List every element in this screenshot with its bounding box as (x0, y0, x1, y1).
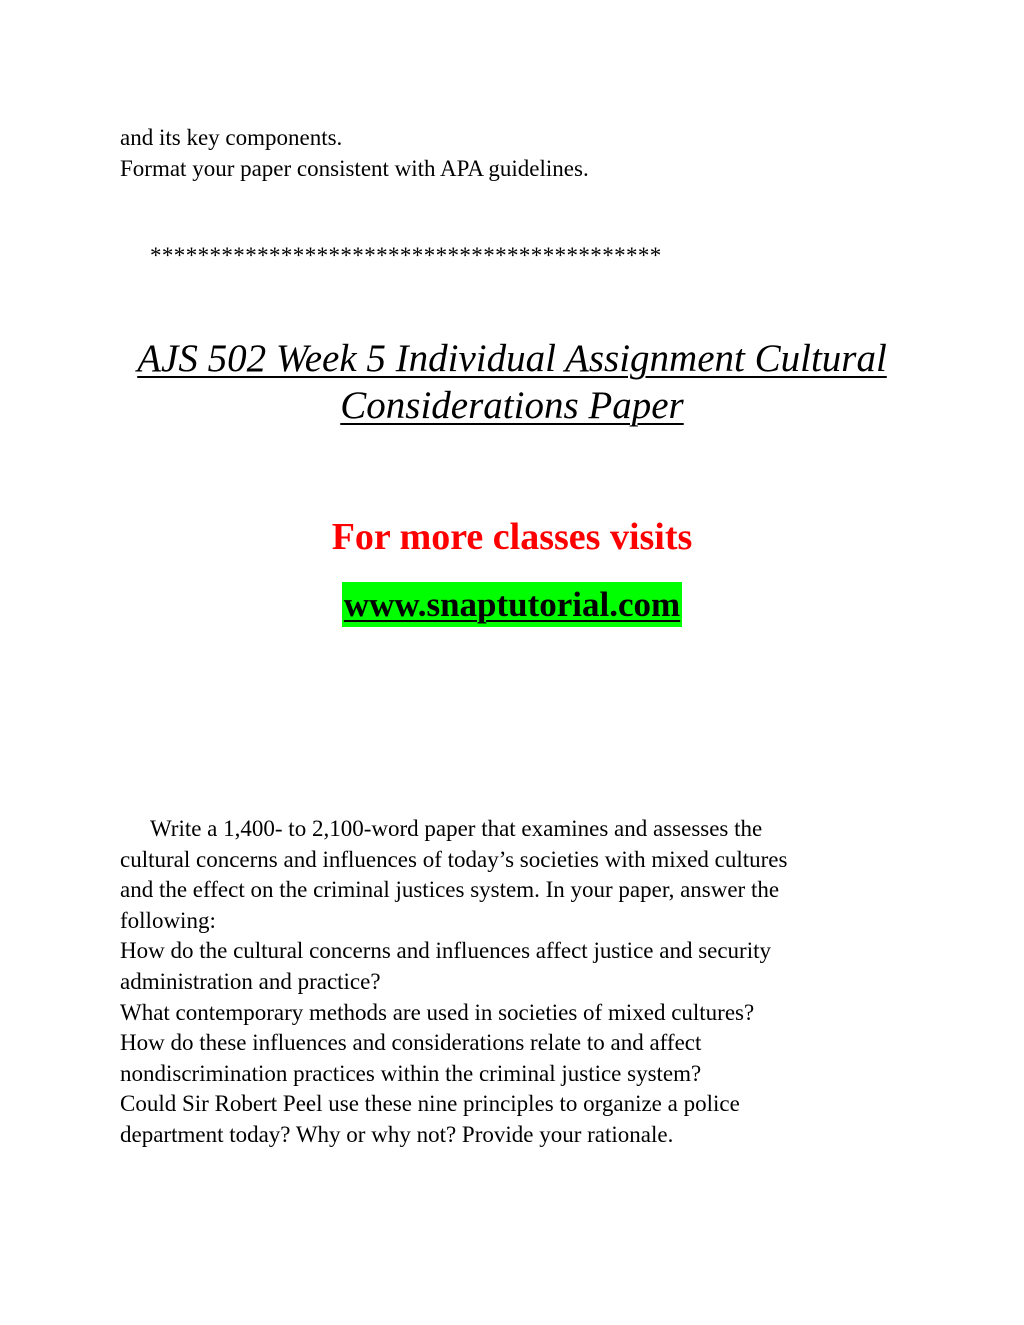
body-line: Could Sir Robert Peel use these nine principles to organize a police (120, 1091, 740, 1117)
intro-line: Format your paper consistent with APA guidelines. (120, 156, 589, 181)
assignment-description (120, 814, 920, 1151)
asterisk-divider: ******************************************* (150, 243, 662, 268)
body-line: and the effect on the criminal justices system. In your paper, answer the (120, 877, 780, 903)
body-line: How do the cultural concerns and influences affect justice and security (120, 938, 771, 964)
body-line: nondiscrimination practices within the criminal justice system? (120, 1060, 702, 1086)
website-link[interactable]: www.snaptutorial.com (342, 582, 682, 627)
body-line: cultural concerns and influences of today’s societies with mixed cultures (120, 846, 788, 872)
intro-text (120, 122, 589, 184)
body-line: administration and practice? (120, 968, 381, 994)
promo-heading: For more classes visits (331, 516, 693, 558)
body-line: following: (120, 907, 216, 933)
page-title (0, 335, 1024, 429)
body-line: Write a 1,400- to 2,100-word paper that examines and assesses the (150, 816, 763, 841)
promo-link-container (0, 582, 1024, 627)
body-line: department today? Why or why not? Provide your rationale. (120, 1121, 674, 1147)
title-line: Considerations Paper (340, 384, 684, 427)
intro-line: and its key components. (120, 125, 343, 150)
body-line: How do these influences and considerations relate to and affect (120, 1030, 702, 1056)
body-line: What contemporary methods are used in societies of mixed cultures? (120, 999, 755, 1025)
title-line: AJS 502 Week 5 Individual Assignment Cultural (137, 337, 887, 380)
